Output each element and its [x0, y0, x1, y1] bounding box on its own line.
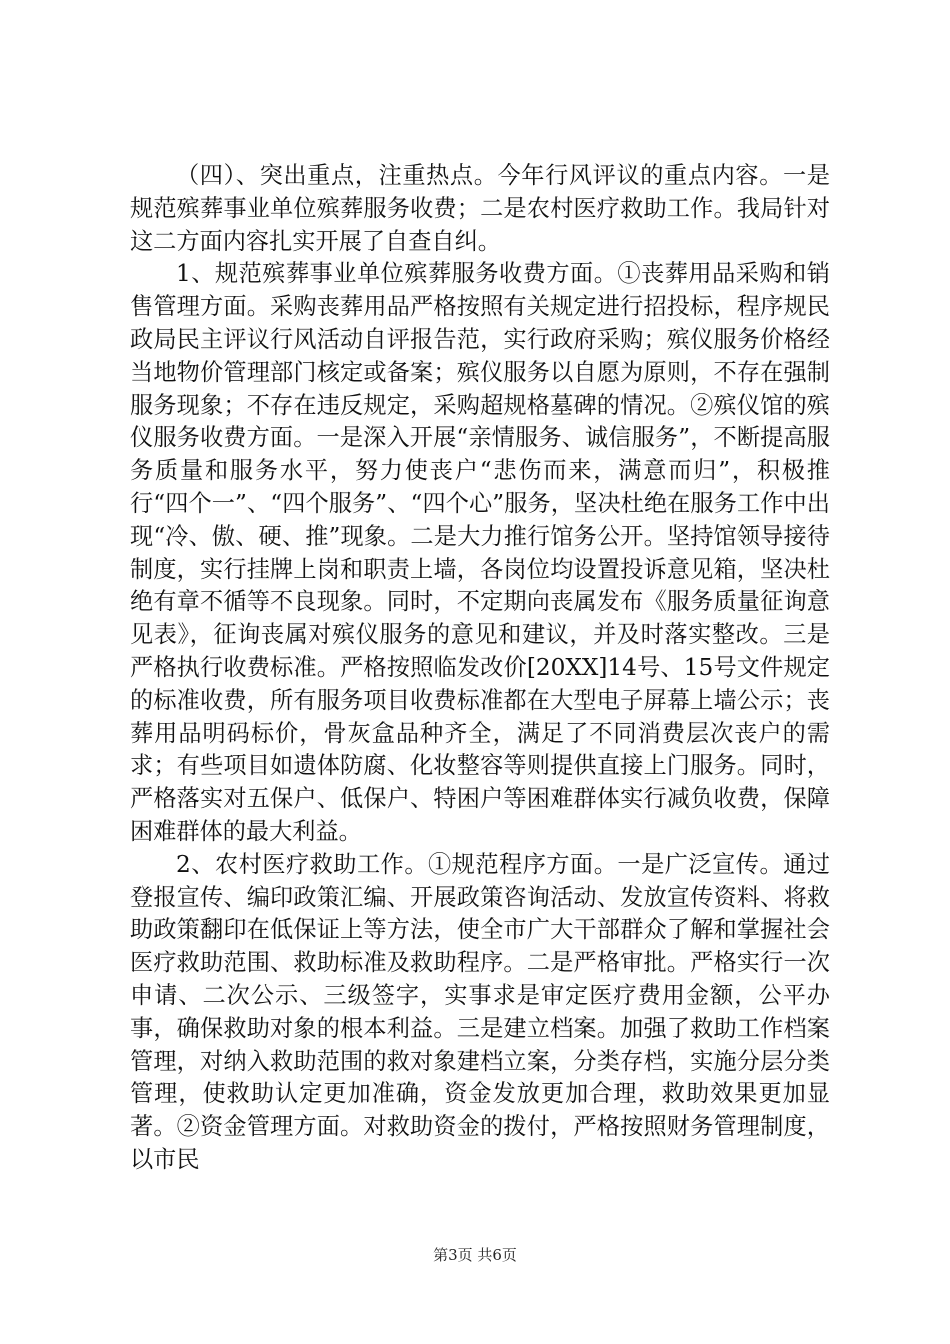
page-number-footer: 第3页 共6页 [433, 1246, 517, 1264]
paragraph-rural-medical-aid: 2、农村医疗救助工作。①规范程序方面。一是广泛宣传。通过登报宣传、编印政策汇编、开展政策咨询活动、发放宣传资料、将救助政策翻印在低保证上等方法，使全市广大干部群众了解和掌握社会医疗救助范围、救助标准及救助程序。二是严格审批。严格实行一次申请、二次公示、三级签字，实事求是审定医疗费用金额，公平办事，确保救助对象的根本利益。三是建立档案。加强了救助工作档案管理，对纳入救助范围的救对象建档立案，分类存档，实施分层分类管理，使救助认定更加准确，资金发放更加合理，救助效果更加显著。②资金管理方面。对救助资金的拨付，严格按照财务管理制度，以市民 [130, 850, 830, 1173]
document-body [130, 160, 830, 1177]
paragraph-section-four: （四）、突出重点，注重热点。今年行风评议的重点内容。一是规范殡葬事业单位殡葬服务收费；二是农村医疗救助工作。我局针对这二方面内容扎实开展了自查自纠。 [130, 162, 830, 255]
paragraph-funeral-fees: 1、规范殡葬事业单位殡葬服务收费方面。①丧葬用品采购和销售管理方面。采购丧葬用品严格按照有关规定进行招投标，程序规民政局民主评议行风活动自评报告范，实行政府采购；殡仪服务价格经当地物价管理部门核定或备案；殡仪服务以自愿为原则，不存在强制服务现象；不存在违反规定，采购超规格墓碑的情况。②殡仪馆的殡仪服务收费方面。一是深入开展“亲情服务、诚信服务”，不断提高服务质量和服务水平，努力使丧户“悲伤而来，满意而归”，积极推行“四个一”、“四个服务”、“四个心”服务，坚决杜绝在服务工作中出现“冷、傲、硬、推”现象。二是大力推行馆务公开。坚持馆领导接待制度，实行挂牌上岗和职责上墙，各岗位均设置投诉意见箱，坚决杜绝有章不循等不良现象。同时，不定期向丧属发布《服务质量征询意见表》，征询丧属对殡仪服务的意见和建议，并及时落实整改。三是严格执行收费标准。严格按照临发改价[20XX]14号、15号文件规定的标准收费，所有服务项目收费标准都在大型电子屏幕上墙公示；丧葬用品明码标价，骨灰盒品种齐全，满足了不同消费层次丧户的需求；有些项目如遗体防腐、化妆整容等则提供直接上门服务。同时，严格落实对五保户、低保户、特困户等困难群体实行减负收费，保障困难群体的最大利益。 [130, 260, 830, 845]
